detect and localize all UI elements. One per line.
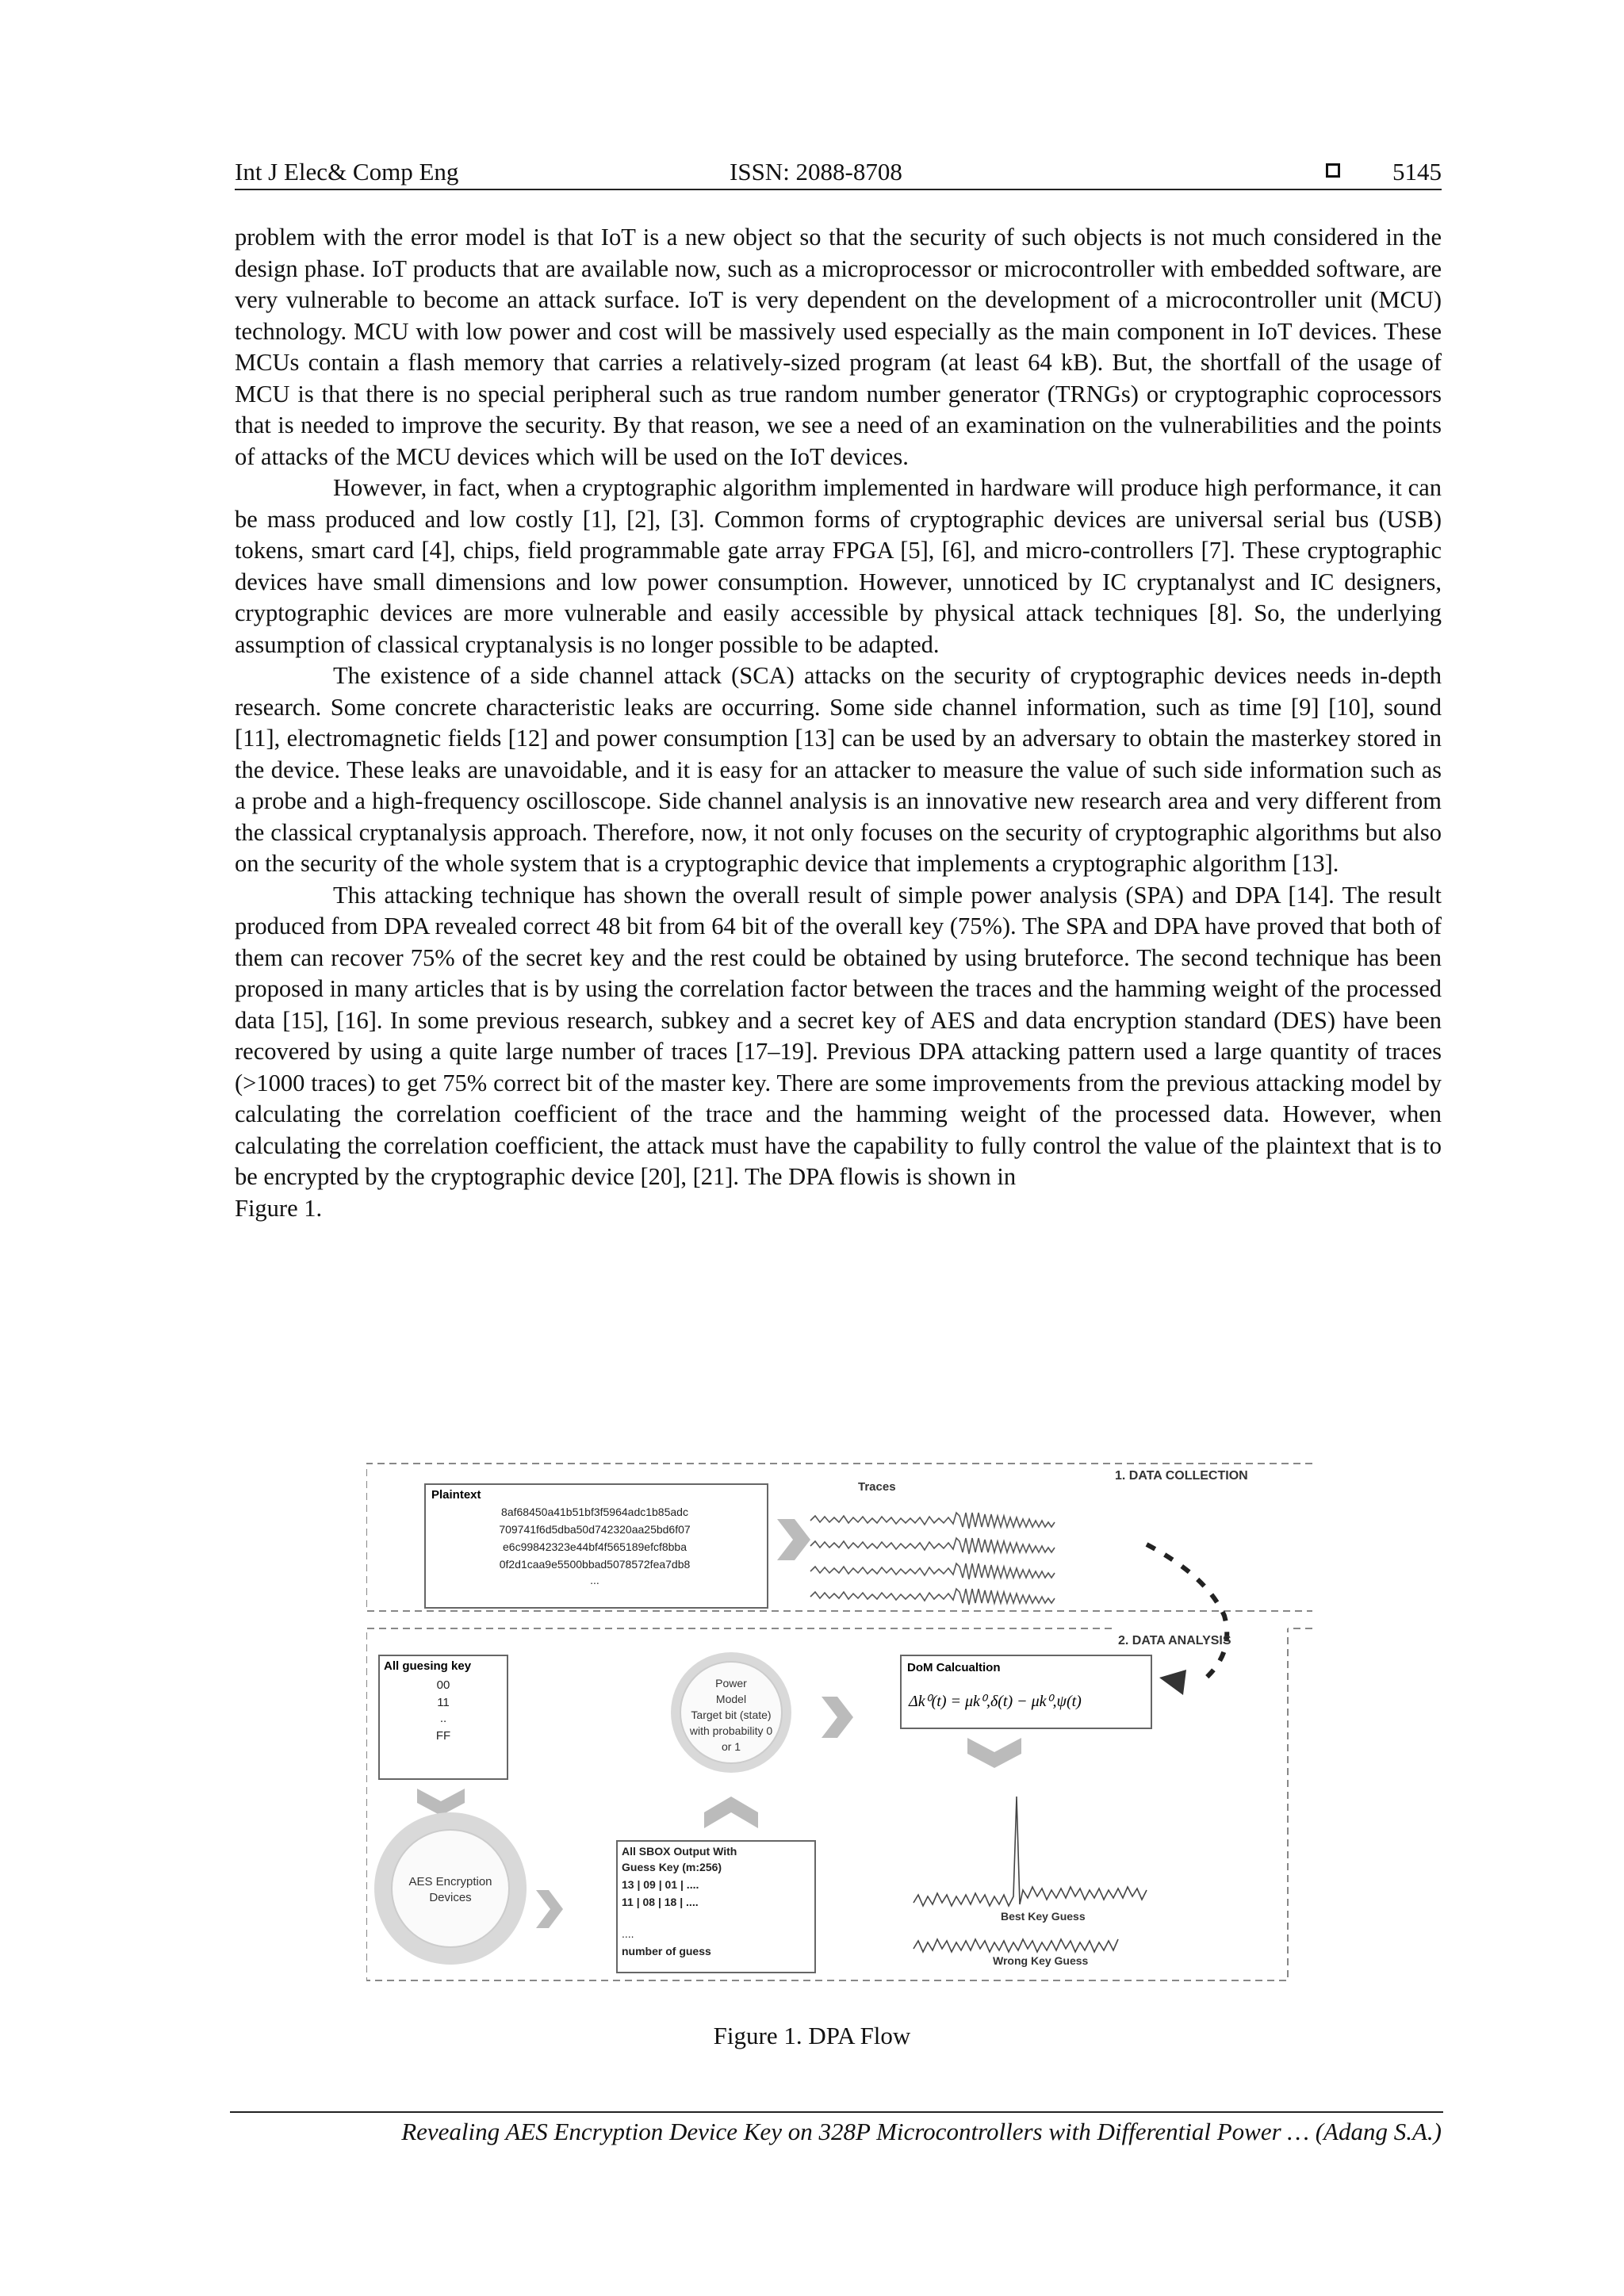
square-icon xyxy=(1326,163,1340,178)
aes-device-circle xyxy=(392,1830,509,1947)
section1-label: 1. DATA COLLECTION xyxy=(1115,1469,1248,1483)
figure-reference: Figure 1. xyxy=(235,1194,323,1222)
dpa-flow-figure xyxy=(366,1457,1327,1987)
paragraph: This attacking technique has shown the overall result of simple power analysis (SPA) and DPA [14]. The result produced from DPA revealed correct 48 bit from 64 bit of the overall key (75%). The SPA and DPA have proved that both of them can recover 75% of the secret key and the rest could be obtained by using bruteforce. The second technique has been proposed in many articles that is by using the correlation factor between the traces and the hamming weight of the processed data [15], [16]. In some previous research, subkey and a secret key of AES and data encryption standard (DES) have been recovered by using a quite large number of traces [17–19]. Previous DPA attacking pattern used a large quantity of traces (>1000 traces) to get 75% correct bit of the master key. There are some improvements from the previous attacking model by calculating the correlation coefficient of the trace and the hamming weight of the processed data. However, when calculating the correlation coefficient, the attack must have the capability to fully control the value of the plaintext that is to be encrypted by the cryptographic device [20], [21]. The DPA flowis is shown in xyxy=(235,881,1442,1190)
body-text xyxy=(235,222,1442,1224)
chevron-down-icon xyxy=(967,1738,1021,1768)
best-key-label: Best Key Guess xyxy=(1001,1910,1086,1923)
guess-key-line: FF xyxy=(435,1729,451,1743)
plaintext-line: 0f2d1caa9e5500bbad5078572fea7db8 xyxy=(499,1558,691,1571)
sbox-footer: number of guess xyxy=(622,1945,711,1957)
guess-key-line: 11 xyxy=(437,1696,450,1709)
arrow-head-icon xyxy=(1159,1670,1186,1695)
sbox-ellipsis: .... xyxy=(622,1927,634,1940)
chevron-down-icon xyxy=(417,1789,465,1816)
aes-device-line: Devices xyxy=(429,1891,472,1904)
paragraph: The existence of a side channel attack (SCA) attacks on the security of cryptographic devices needs in-depth research. Some concrete characteristic leaks are occurring. Some side channel information, such as time [9] [10], sound [11], electromagnetic fields [12] and power consumption [13] can be used by an adversary to obtain the masterkey stored in the device. These leaks are unavoidable, and it is easy for an attacker to measure the value of such side information such as a probe and a high-frequency oscilloscope. Side channel analysis is an innovative new research area and very different from the classical cryptanalysis approach. Therefore, now, it not only focuses on the security of cryptographic algorithms but also on the security of the whole system that is a cryptographic device that implements a cryptographic algorithm [13]. xyxy=(235,662,1442,877)
section2-label: 2. DATA ANALYSIS xyxy=(1118,1634,1231,1647)
power-model-line: Target bit (state) xyxy=(691,1709,772,1721)
running-footer: Revealing AES Encryption Device Key on 328P Microcontrollers with Differential Power … (Adang S.A.) xyxy=(401,2118,1442,2145)
chevron-up-icon xyxy=(704,1797,758,1828)
dom-formula: Δk⁰(t) = μk⁰,δ(t) − μk⁰,ψ(t) xyxy=(909,1693,1082,1710)
plaintext-title: Plaintext xyxy=(431,1488,481,1502)
plaintext-line: 709741f6d5dba50d742320aa25bd6f07 xyxy=(499,1523,691,1536)
dom-title: DoM Calcualtion xyxy=(907,1661,1001,1674)
sbox-row: 11 | 08 | 18 | .... xyxy=(622,1896,699,1908)
paragraph: problem with the error model is that IoT is a new object so that the security of such objects is not much considered in the design phase. IoT products that are available now, such as a microprocessor or microcontroller with embedded software, are very vulnerable to become an attack surface. IoT is very dependent on the development of a microcontroller unit (MCU) technology. MCU with low power and cost will be massively used especially as the main component in IoT devices. These MCUs contain a flash memory that carries a relatively-sized program (at least 64 kB). But, the shortfall of the usage of MCU is that there is no special peripheral such as true random number generator (TRNGs) or cryptographic coprocessors that is needed to improve the security. By that reason, we see a need of an examination on the vulnerabilities and the points of attacks of the MCU devices which will be used on the IoT devices. xyxy=(235,224,1442,470)
guess-key-line: 00 xyxy=(436,1678,450,1692)
plaintext-line: 8af68450a41b51bf3f5964adc1b85adc xyxy=(501,1506,688,1518)
power-model-line: or 1 xyxy=(721,1740,741,1753)
best-key-waveform xyxy=(914,1797,1147,1906)
traces-label: Traces xyxy=(858,1480,896,1494)
wrong-key-label: Wrong Key Guess xyxy=(993,1954,1089,1967)
traces-waveforms xyxy=(810,1513,1055,1605)
plaintext-line: ... xyxy=(590,1574,599,1586)
sbox-title: All SBOX Output With xyxy=(622,1845,737,1858)
sbox-row: 13 | 09 | 01 | .... xyxy=(622,1878,699,1891)
chevron-right-icon xyxy=(777,1519,810,1560)
issn: ISSN: 2088-8708 xyxy=(730,158,902,186)
paragraph: However, in fact, when a cryptographic algorithm implemented in hardware will produce high performance, it can be mass produced and low costly [1], [2], [3]. Common forms of cryptographic devices are universal serial bus (USB) tokens, smart card [4], chips, field programmable gate array FPGA [5], [6], and micro-controllers [7]. These cryptographic devices have small dimensions and low power consumption. However, unnoticed by IC cryptanalyst and IC designers, cryptographic devices are more vulnerable and easily accessible by physical attack techniques [8]. So, the underlying assumption of classical cryptanalysis is no longer possible to be adapted. xyxy=(235,474,1442,658)
page-number: 5145 xyxy=(1392,158,1442,186)
curved-flow-arrow xyxy=(1147,1544,1227,1684)
wrong-key-waveform xyxy=(914,1939,1118,1952)
sbox-title: Guess Key (m:256) xyxy=(622,1861,722,1873)
plaintext-line: e6c99842323e44bf4f565189efcf8bba xyxy=(503,1540,687,1553)
journal-name: Int J Elec& Comp Eng xyxy=(235,158,459,186)
aes-device-line: AES Encryption xyxy=(408,1875,492,1888)
power-model-line: Power xyxy=(715,1677,747,1689)
chevron-right-icon xyxy=(822,1697,853,1738)
power-model-line: Model xyxy=(715,1693,747,1705)
running-header xyxy=(235,155,1442,190)
guess-key-line: .. xyxy=(439,1712,447,1725)
guess-key-title: All guesing key xyxy=(384,1659,472,1673)
chevron-right-icon xyxy=(536,1890,563,1928)
figure-caption: Figure 1. DPA Flow xyxy=(713,2022,911,2049)
footer-rule xyxy=(230,2111,1443,2113)
dpa-flow-diagram xyxy=(366,1457,1327,1987)
power-model-line: with probability 0 xyxy=(689,1724,773,1737)
